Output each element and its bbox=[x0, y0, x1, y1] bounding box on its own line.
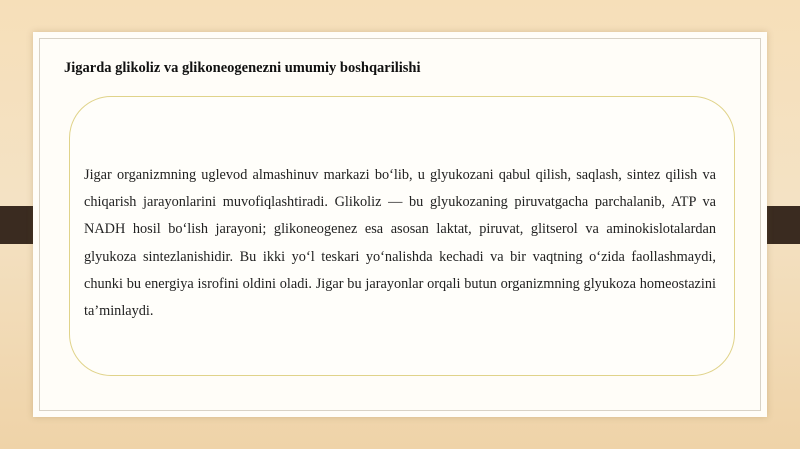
body-paragraph: Jigar organizmning uglevod almashinuv markazi bo‘lib, u glyukozani qabul qilish, saqlash, sintez qilish va chiqarish jarayonlarini muvofiqlashtiradi. Glikoliz — bu glyukozaning piruvatgacha parchalanib, ATP va NADH hosil bo‘lish jarayoni; glikoneogenez esa asosan laktat, piruvat, glitserol va aminokislotalardan glyukoza sintezlanishidir. Bu ikki yo‘l teskari yo‘nalishda kechadi va bir vaqtning o‘zida faollashmaydi, chunki bu energiya isrofini oldini oladi. Jigar bu jarayonlar orqali butun organizmning glyukoza homeostazini ta’minlaydi. bbox=[84, 167, 716, 320]
slide-title: Jigarda glikoliz va glikoneogenezni umumiy boshqarilishi bbox=[64, 60, 421, 76]
